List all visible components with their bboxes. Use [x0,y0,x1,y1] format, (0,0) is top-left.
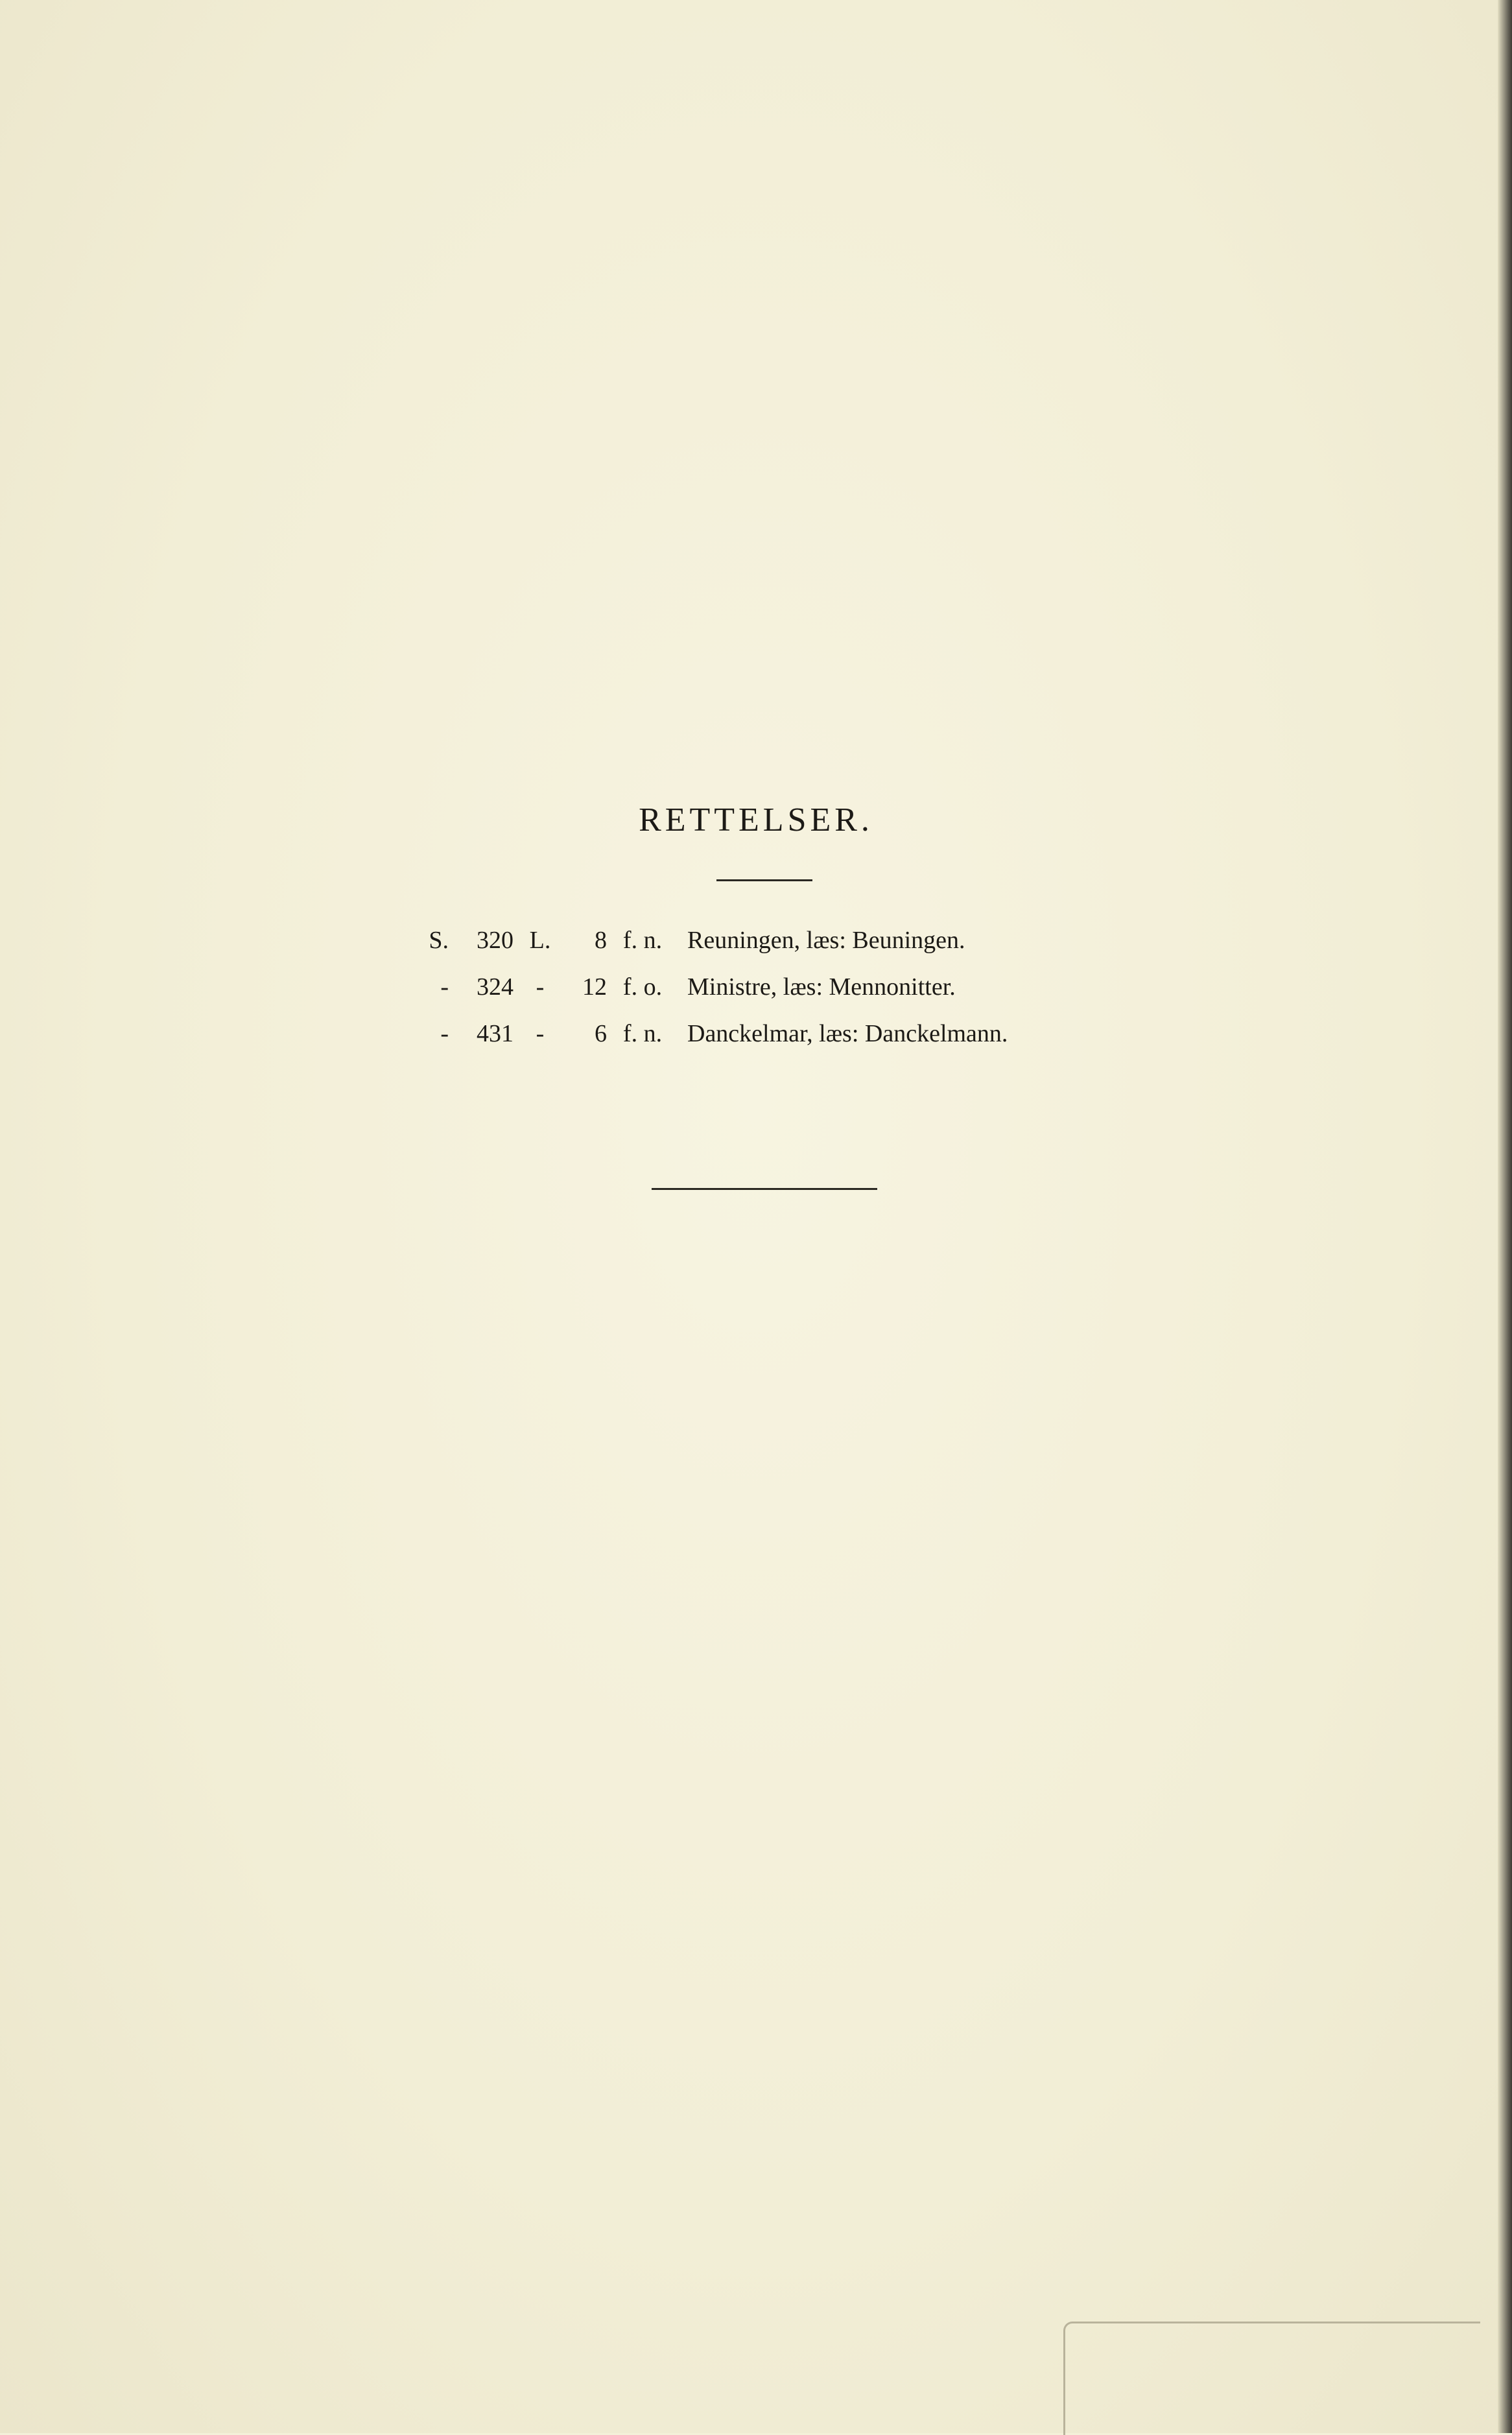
errata-ref: - [440,1020,449,1047]
page-binding-edge [1498,0,1512,2433]
errata-line: 12 [582,973,607,1001]
errata-correction: Reuningen, læs: Beuningen. [687,927,965,954]
errata-position: f. o. [622,973,663,1001]
errata-row [389,1019,1167,1066]
errata-row [389,973,1167,1019]
errata-line-marker: - [536,1020,545,1047]
errata-page: 320 [477,927,514,954]
errata-correction: Danckelmar, læs: Danckelmann. [687,1020,1008,1047]
errata-line: 6 [595,1020,607,1047]
page-title: RETTELSER. [639,802,873,838]
errata-correction: Ministre, læs: Mennonitter. [687,973,956,1001]
errata-line-marker: L. [529,927,551,954]
paper-fold-mark [1063,2322,1480,2435]
errata-list [389,926,1167,1066]
errata-page: 431 [477,1020,514,1047]
errata-ref: S. [429,927,449,954]
errata-position: f. n. [622,1020,663,1047]
errata-line: 8 [595,927,607,954]
closing-divider [652,1188,877,1190]
errata-line-marker: - [536,973,545,1001]
errata-row [389,926,1167,973]
errata-page: 324 [477,973,514,1001]
errata-position: f. n. [622,927,663,954]
errata-ref: - [440,973,449,1001]
title-divider [716,879,812,881]
